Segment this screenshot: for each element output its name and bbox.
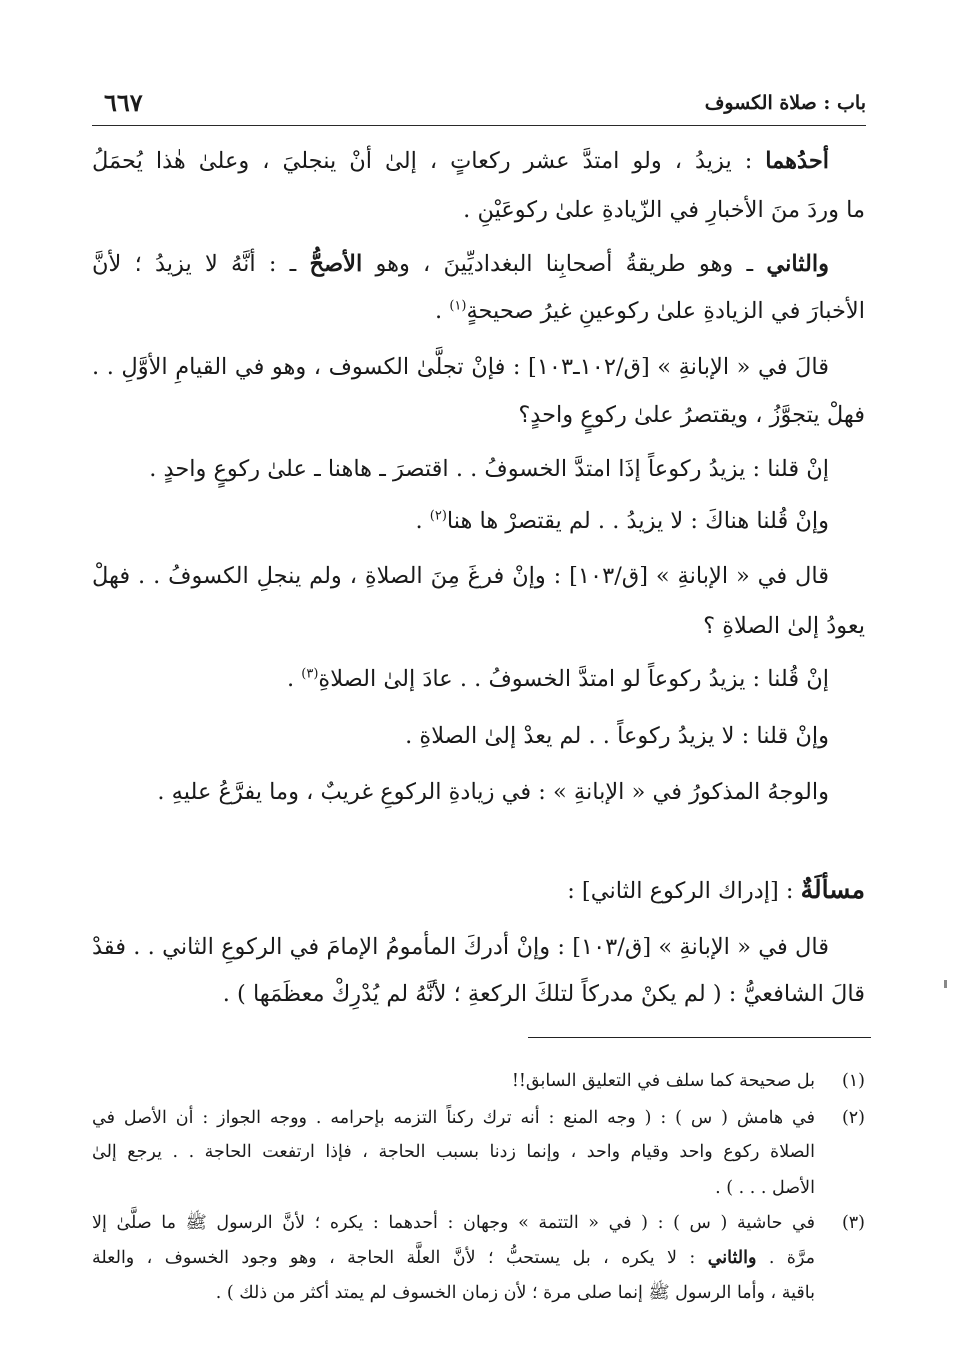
issue-title: : [إدراك الركوع الثاني] : xyxy=(567,878,801,904)
footnote-1-text: بل صحيحة كما سلف في التعليق السابق!! xyxy=(511,1071,815,1091)
body-line-9: قال في « الإبانةِ » [ق/١٠٣] : وإنْ فرغَ مِنَ الصلاةِ ، ولم ينجلِ الكسوفُ . . فهلْ xyxy=(92,563,829,589)
body-line-13: والوجهُ المذكورُ في « الإبانةِ » : في زيادةِ الركوعِ غريبٌ ، وما يفرَّعُ عليهِ . xyxy=(157,779,829,805)
body-line-1 xyxy=(92,150,829,173)
body-line-15: قال في « الإبانةِ » [ق/١٠٣] : وإنْ أدركَ المأمومُ الإمامَ في الركوعِ الثاني . . فقدْ xyxy=(92,934,829,960)
page-header xyxy=(92,88,866,128)
issue-label: مسألَةٌ xyxy=(800,875,865,904)
footnote-2-line-2: الصلاة ركوع واحد وقيام واحد ، وإنما زدنا بسبب الحاجة ، فإذا ارتفعت الحاجة . . يرجع إلىٰ xyxy=(92,1142,815,1162)
margin-speck xyxy=(944,980,947,988)
body-line-2: ما وردَ منَ الأخبارِ في الزّيادةِ علىٰ ركوعَيْنِ . xyxy=(463,197,865,223)
footnote-3 xyxy=(92,1215,865,1237)
body-line-7: إنْ قلنا : يزيدُ ركوعاً إذَا امتدَّ الخسوفُ . . اقتصرَ ـ هاهنا ـ علىٰ ركوعٍ واحدٍ . xyxy=(149,456,829,482)
footnote-2 xyxy=(92,1110,865,1132)
footnote-3-line-2 xyxy=(92,1250,815,1268)
footnote-ref-1: (١) xyxy=(449,298,467,314)
first-opinion-label: أحدُهما xyxy=(765,148,829,174)
body-line-8 xyxy=(415,510,829,533)
body-line-5: قالَ في « الإبانةِ » [ق/١٠٢ـ١٠٣] : فإنْ تجلَّىٰ الكسوف ، وهو في القيامِ الأوَّلِ . . xyxy=(92,354,829,380)
footnote-ref-3: (٣) xyxy=(301,666,319,682)
body-line-11 xyxy=(287,668,829,691)
body-line-4-text: الأخبارَ في الزيادةِ علىٰ ركوعينِ غيرُ صحيحةٍ xyxy=(466,298,865,324)
footnote-1 xyxy=(92,1073,865,1095)
footnote-ref-2: (٢) xyxy=(429,508,447,524)
body-line-3 xyxy=(92,253,829,276)
footnote-3-number: (٣) xyxy=(841,1213,865,1233)
page-number: ٦٦٧ xyxy=(104,88,143,117)
footnote-3-line-3: باقية ، وأما الرسول ﷺ إنما صلى مرة ؛ لأن زمان الخسوف لم يمتد أكثر من ذلك ) . xyxy=(215,1283,815,1303)
footnote-3-line-2-a: مرَّة . xyxy=(756,1248,816,1268)
footnote-2-line-3: الأصل . . . ) . xyxy=(715,1178,815,1198)
footnote-2-text: في هامش ( س ) : ( وجه المنع : أنه ترك ركناً التزمه بإحرامه . ووجه الجواز : أن الأصل في xyxy=(92,1108,815,1128)
body-line-16: قالَ الشافعيُّ : ( لم يكنْ مدركاً لتلكَ الركعةِ ؛ لأنَّهُ لم يُدْرِكْ معظَمَها ) . xyxy=(222,981,865,1007)
body-line-11-text: إنْ قُلنا : يزيدُ ركوعاً لو امتدَّ الخسوفُ . . عادَ إلىٰ الصلاةِ xyxy=(318,666,829,692)
body-line-11-end: . xyxy=(286,666,302,692)
footnote-2-number: (٢) xyxy=(841,1108,865,1128)
chapter-title: باب : صلاة الكسوف xyxy=(704,92,866,114)
body-line-3-text-b: ـ : أنَّهُ لا يزيدُ ؛ لأنَّ xyxy=(92,251,310,277)
body-line-12: وإنْ قلنا : لا يزيدُ ركوعاً . . لم يعدْ إلىٰ الصلاةِ . xyxy=(405,723,829,749)
body-line-8-end: . xyxy=(415,508,430,534)
footnote-3-second-label: والثاني xyxy=(707,1248,757,1268)
issue-heading xyxy=(567,877,865,903)
body-line-8-text: وإنْ قُلنا هناكَ : لا يزيدُ . . لم يقتصرْ ها هنا xyxy=(446,508,829,534)
footnote-3-text: في حاشية ( س ) : ( في « التتمة » وجهان : أحدهما : يكره ؛ لأنَّ الرسول ﷺ ما صلَّىٰ إلا xyxy=(92,1213,815,1233)
body-line-1-text: : يزيدُ ، ولو امتدَّ عشر ركعاتٍ ، إلىٰ أنْ ينجليَ ، وعلىٰ هٰذا يُحمَلُ xyxy=(92,148,766,174)
body-line-6: فهلْ يتجوَّزُ ، ويقتصرُ علىٰ ركوعٍ واحدٍ؟ xyxy=(518,402,865,428)
body-line-4 xyxy=(435,300,865,323)
footnote-3-line-2-b: : لا يكره ، بل يستحبُّ ؛ لأنَّ العلَّة الحاجة ، وهو وجود الخسوف ، والعلة xyxy=(92,1248,708,1268)
body-line-10: يعودُ إلىٰ الصلاةِ ؟ xyxy=(703,613,865,639)
body-line-3-text-a: ـ وهو طريقةُ أصحابِنا البغداديِّينَ ، وهو xyxy=(362,251,767,277)
footnote-divider xyxy=(528,1037,871,1038)
header-divider xyxy=(92,125,866,126)
most-correct-label: الأصحُّ xyxy=(309,251,363,277)
second-opinion-label: والثاني xyxy=(766,251,829,277)
footnote-1-number: (١) xyxy=(841,1071,865,1091)
body-line-4-end: . xyxy=(435,298,450,324)
